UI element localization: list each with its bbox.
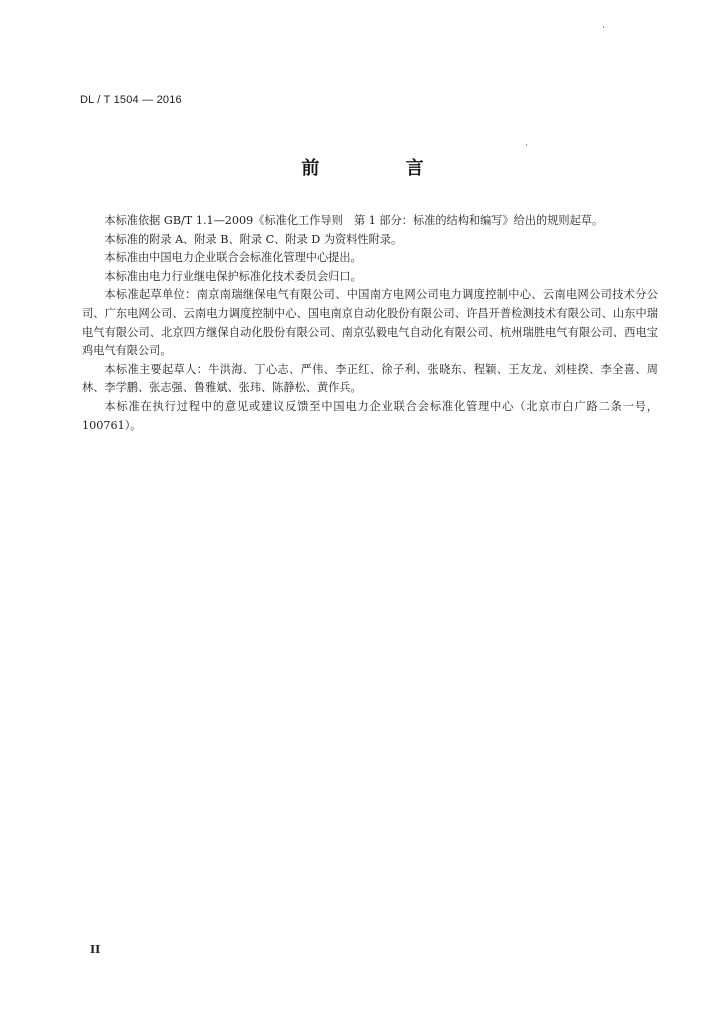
paragraph-administered-by: 本标准由电力行业继电保护标准化技术委员会归口。 xyxy=(104,269,362,283)
standard-code: DL / T 1504 — 2016 xyxy=(80,94,182,106)
scan-speck xyxy=(603,26,604,28)
paragraph-drafters: 本标准主要起草人：牛洪海、丁心志、严伟、李正红、徐子利、张晓东、程颖、王友龙、刘桂揆、李全喜、周林、李学鹏、张志强、鲁雅斌、张玮、陈静松、黄作兵。 xyxy=(82,362,658,395)
paragraph-proposed-by: 本标准由中国电力企业联合会标准化管理中心提出。 xyxy=(104,251,362,265)
paragraph-feedback: 本标准在执行过程中的意见或建议反馈至中国电力企业联合会标准化管理中心（北京市白广路二条一号，100761）。 xyxy=(82,399,658,432)
page-title: 前 言 xyxy=(301,158,464,179)
paragraph-drafting-units: 本标准起草单位：南京南瑞继保电气有限公司、中国南方电网公司电力调度控制中心、云南电网公司技术分公司、广东电网公司、云南电力调度控制中心、国电南京自动化股份有限公司、许昌开普检测技术有限公司、山东中瑞电气有限公司、北京四方继保自动化股份有限公司、南京弘毅电气自动化有限公司、杭州瑞胜电气有限公司、西电宝鸡电气有限公司。 xyxy=(82,288,658,358)
scan-speck xyxy=(526,144,527,146)
paragraph-drafting-basis: 本标准依据 GB/T 1.1—2009《标准化工作导则 第 1 部分：标准的结构和编写》给出的规则起草。 xyxy=(104,214,604,227)
paragraph-appendices: 本标准的附录 A、附录 B、附录 C、附录 D 为资料性附录。 xyxy=(104,232,403,246)
foreword-body xyxy=(82,212,658,435)
page-number: II xyxy=(90,943,101,956)
